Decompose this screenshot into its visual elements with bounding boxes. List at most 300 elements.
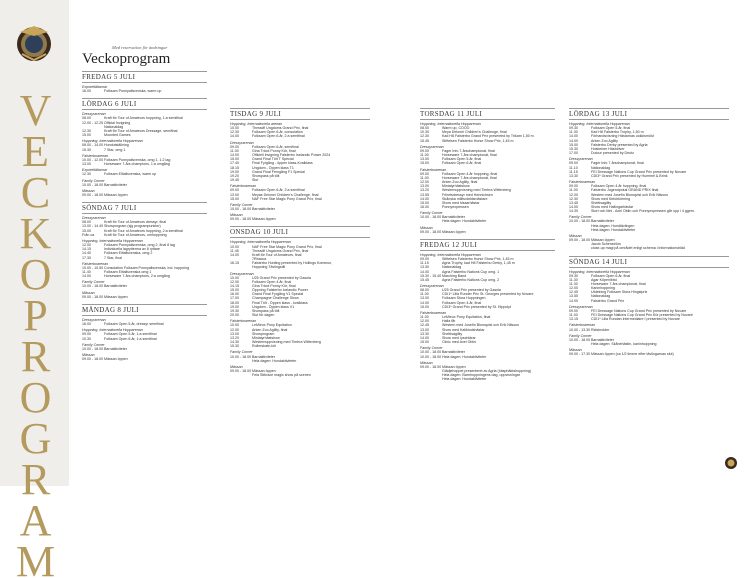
row-event: Westernuppvisning med Timbra Wittenberg [442,188,511,193]
row-time: 12.00 [420,319,429,324]
row-time: 14.00 [569,298,578,303]
row-time: 09.00 - 17.30 [569,352,591,357]
row-event: Falsterbo Hunting presented by Hollings Kommun, [252,261,333,266]
row-event: Folksam Stora Hoppningen [442,296,486,301]
row-event: FEI Dressage Nations Cup Grand Prix Kür presented by Novare [591,313,693,318]
page-subtitle: Med reservation för ändringar [112,45,168,50]
row-time: 19.00 [230,169,239,174]
row-time: 17.00 [569,151,578,156]
row-event: Ungdom - Öppen klass V1 [252,304,295,309]
row-time: 13.00 [420,327,429,332]
row-time: 11.00 [569,313,578,318]
schedule-row [230,207,370,211]
row-event: Folksam Open 6-år, semifinal [252,144,299,149]
row-event: Barnaktiviteter [252,206,275,211]
row-event: Show med förkörkörning [591,196,630,201]
row-time: 15.00 [420,304,429,309]
row-time: 11.15 [569,169,578,174]
row-event: Falsterbo Jugendpokal GRAND PRIX final [591,188,659,193]
row-time: 19.30 [230,308,239,313]
schedule-row [569,151,729,155]
row-time: 09.00 - 18.00 [82,192,104,197]
row-time: 10.00 - 18.00 [569,337,591,342]
schedule-row [82,256,207,260]
row-time: 10.00 - 18.00 [420,350,442,355]
row-event: Final Tölt - Öppen klass - kvalklass [252,300,308,305]
row-event: Hela dagen: Skånehästin, kaninhoppning [591,342,657,347]
row-time: 14.15 [82,247,91,252]
row-time: 09.30 [569,273,578,278]
row-time: 11.30 [569,277,578,282]
row-time: 14.00 [569,138,578,143]
section-label: Hoppning, Internationella Hopparenan [569,122,630,126]
row-event: Showpass på tölt [252,173,280,178]
row-event: Dutour presented by Deutz [591,151,634,156]
row-event: Miniatyrhästshow [442,184,470,189]
row-time: 10.00 - 12.00 [82,157,104,162]
section-label: Mässan [230,364,243,369]
section-label: Dressyrarenan [420,284,444,288]
row-event: FEI Dressage Nations Cup Grand Prix presented by Novare [591,308,687,313]
row-time: 15.00 [230,196,239,201]
row-time: 12.00 [569,192,578,197]
row-time: 15.00 [420,200,429,205]
row-event: FEI Dressage Nations Cup Grand Prix presented by Novare [591,169,687,174]
row-event: Western med Josefin Blomqvist och Erik Nilsson [591,192,669,197]
row-time: 15.00 [82,133,91,138]
row-time: 14.00 [569,134,578,139]
row-event: Kraft för Tour of Amateurs Dressage, semifinal [104,128,178,133]
row-event: Westernuppvisning med Timbra Wittenberg [252,340,321,345]
row-time: 10.00 [230,323,239,328]
row-time: 17.40 [230,161,239,166]
row-event: Mässan öppen [442,229,466,234]
row-time: 14.15 [230,284,239,288]
schedule-row [569,342,729,346]
row-time: 13.00 [420,296,429,301]
row-time: 10.00 [230,126,239,131]
row-event: Kraft för Tour of Amateurs, final [252,252,302,257]
row-event: Folksam Open 4-år hoppning, final [591,184,647,189]
row-event: Kaninhoppning [591,286,615,291]
section-label: Dressyrarenan [82,112,106,117]
section-label: Mässan [230,213,243,218]
row-time [569,246,591,250]
section-label: Dressyrarenan [569,304,593,309]
row-time: 16.00 [82,322,91,327]
row-time: 18.00 [230,300,239,305]
row-event: Rollerskate-kör [252,344,277,349]
row-event: Showpass på tölt [252,308,280,313]
section-label: Mässan [420,360,433,365]
section-label: Expoteltältarnar [82,85,108,89]
row-event: Show med Hallingarhästar [591,204,634,209]
row-time: 10.00 [230,275,239,280]
section-label: Family Corner [230,202,253,207]
row-event: Folksam Ponnyallsvenska, warm up [104,89,162,94]
row-event: 7 Star, omg 1 [104,147,126,152]
row-event: Horseware 7-års champions, 1:a omgång [104,162,170,167]
day-heading: ONSDAG 10 JULI [230,226,370,238]
section-label: Falsterboarenan [230,319,257,324]
row-event: Hoppning Tävlingstill [252,265,286,270]
row-event: Show med Kallblodshästar [442,327,485,332]
row-time: 12.30 [82,128,91,133]
section-label: Falsterboarenan [82,261,109,266]
row-event: 7 Star, final [104,255,122,260]
schedule-row [82,322,207,326]
row-time: 12.45 [569,290,578,295]
row-event: Stort och litet - Axel Oblin och Ponnyexpressen går upp i 4 ggern. [591,209,696,214]
day-heading: LÖRDAG 6 JULI [82,98,207,110]
section-label: Family Corner [569,215,592,220]
row-time: 13.20 [420,188,429,193]
section-label: Family Corner [82,342,105,347]
row-time: 15.00 [82,228,91,233]
row-time: 09.00 [420,148,429,153]
row-event: Show med Iyschtärar [442,335,476,340]
schedule-row [82,193,207,197]
row-event: Nationaldag [104,124,124,129]
row-time: 14.30 [569,209,578,214]
row-time: 12.30 [420,134,429,139]
row-event: CDI1* Lilla Runder Prix St. Georges presented by Novare [442,292,534,297]
row-time: 15.30 [82,147,91,152]
section-label: Family Corner [82,178,105,183]
row-time: 12.00 [420,180,429,185]
row-event: CDI1* Lilla Rundan Intermediaire I presented by Novare [591,317,680,322]
schedule-column-2 [230,103,370,377]
row-time: 14.40 [82,251,91,256]
row-time [230,265,252,269]
row-event: Skånska militsvärldsmästare [442,196,488,201]
schedule-column-1 [82,66,207,361]
row-time: 15.30 [230,344,239,349]
section-label: Mässan [569,233,582,238]
row-time: 09.00 - 18.00 [420,364,442,369]
row-event: Consolation Folksam Ponnyallsvenska, ind. hoppning [104,265,190,270]
section-label: Hoppning, Internationella Hopparenan [82,139,143,144]
row-event: Slut [252,178,259,183]
day-heading: FREDAG 5 JULI [82,71,207,83]
row-event: Stiftelsen Falsterbo Horse Show Prix, 1,45 m [442,138,514,143]
row-event: Kraft för Tour of Amateurs dressyr, final [104,220,167,225]
row-event: Final Fyrgång - öppen klass-Kvalklass [252,161,313,166]
row-event: U25 Grand Prix presented by Gasola [252,275,311,280]
row-event: Folksam Elitallsvenska, warm up [104,172,157,177]
day-heading: MÅNDAG 8 JULI [82,304,207,316]
crest-badge-icon [724,456,738,470]
crest-icon [14,24,54,64]
schedule-row [569,352,729,356]
schedule-row [569,299,729,303]
row-time: 09.00 [82,332,91,337]
row-time: 10.00 - 18.00 [82,182,104,187]
row-event: Nationaldag [591,165,611,170]
row-event: Shettisagility [591,200,612,205]
row-time: 09.00 [569,184,578,189]
schedule-row [230,178,370,182]
row-event: Utdelning Folksam Stora Hingstprix [591,290,648,295]
row-time: 14.00 [420,300,429,305]
row-event: Folksam Open 6-år, final [591,273,631,278]
section-label: Expoteltältarnar [82,168,108,173]
row-time: 10.00 - 18.00 [82,346,104,351]
row-time: 10.00 - 18.00 [230,354,252,359]
day-heading: SÖNDAG 14 JULI [569,256,729,268]
row-event: Officiell invigning Falsterbo Icelandic Power 2024 [252,153,331,158]
row-event: Folksam Open 5-år, final [591,126,631,131]
row-event: Folksam Ponnyallsvenska, omg 2, final 8 lag [104,243,175,248]
row-event: Shettisagility [442,331,463,336]
row-time: 09.00 - 18.00 [569,238,591,243]
row-event: Folksam Open 5-år, 1:a semifinal [104,332,157,337]
row-event: Grand Final Femgång F1 Special [252,169,305,174]
row-event: Agria Falsterbo Nations Cup omg. 1 [442,269,500,274]
section-label: Hoppning, Internationella Hopparenan [82,238,143,243]
row-event: Mässan öppen [104,192,128,197]
row-time: 11.40 [82,270,91,274]
row-event: Folksam Open 4-år hoppning, final [442,171,498,176]
row-event: Mässan öppen [252,368,276,373]
row-event: Meyas Delonei Children's Challenge, final [252,192,319,197]
row-time: 10.00 - 18.00 [420,354,442,359]
day-heading: FREDAG 12 JULI [420,239,555,251]
row-time: 09.00 [230,144,239,149]
row-time: 19.00 [230,304,239,309]
row-event: Barnaktiviteter [591,337,614,342]
section-label: Mässan [82,353,95,358]
row-time: 11.00 [420,153,429,158]
row-time: 13.00 [82,162,91,167]
section-label: Dressyrarenan [230,271,254,276]
sidebar [0,0,69,578]
row-time: 11.00 [569,188,578,193]
row-event: Halla får [442,319,456,324]
schedule-row [82,337,207,341]
section-label: Family Corner [82,280,105,285]
row-time: 12.30 [82,172,91,177]
section-label: Hoppning, Internationella arenan [230,122,283,126]
row-event: Slut för dagen [252,313,275,318]
row-event: NAF Free Star Magic Pony Grand Prix, final [252,244,322,249]
row-event: Horseware 7-års championat, final [442,175,497,180]
row-time: 13.00 [230,331,239,336]
row-event: U25 Grand Prix presented by Gasola [442,288,501,293]
row-event: CDI3* Grand Prix presented by St. Hippolyt [442,304,511,309]
row-event: Hela dagen: Hundaktiviteter [591,227,636,232]
schedule-row [569,328,729,332]
row-time: 17.00 [230,296,239,301]
day-heading: SÖNDAG 7 JULI [82,202,207,214]
row-event: Gina Tricot Ponny Kür, final [252,148,296,153]
row-time: 12.00 [82,243,91,248]
row-time: 14.00 [230,252,239,257]
day-heading: TORSDAG 11 JULI [420,108,555,120]
row-time: 10.00 - 10.50 [82,265,104,270]
schedule-row [420,205,555,209]
section-label: Dressyrarenan [82,317,106,322]
schedule-row [82,148,207,152]
row-event: Kraft för Tour of Amateurs hoppning, 2:a semifinal [104,228,183,233]
row-time: 11.00 [420,292,429,297]
row-time: 14.00 [82,274,91,279]
row-time [420,219,442,223]
section-label: Falsterboarenan [82,153,109,158]
row-event: Hela dagen: Hundaktiviteter [442,219,487,224]
row-time: 12.30 [230,130,239,135]
row-event: Nationaldag [591,294,611,299]
row-event: Barnaktiviteter [591,219,614,224]
row-event: Warm up, COOO [442,126,470,131]
row-event: Agria Falsterbo Nations Cup omg. 2 [442,277,500,282]
row-event: Holsteiner Hästdriver [591,146,625,151]
row-event: Agria Trophy, kad H8 Falsterbo Derby, 1,45 m [442,261,515,266]
row-event: Kraft för Tour of Amateurs, omhoppning [104,232,167,237]
row-time: 09.00 - 18.00 [420,229,442,234]
row-event: Western med Josefin Blomqvist och Erik Nilsson [442,323,520,328]
row-time: 11.30 [569,282,578,286]
section-label: Dressyrarenan [230,140,254,145]
row-time: 12.00 [569,286,578,291]
row-event: Agar Köpenibitd [591,277,617,282]
row-time: 19.20 [230,173,239,178]
row-time: 14.00 [230,153,239,158]
row-event: Official Invigning [104,120,131,125]
schedule-column-4 [569,103,729,357]
row-time: 16.00 [230,292,239,297]
row-time: 11.15 [420,261,429,266]
schedule-row [569,246,729,250]
section-label: Mässan [82,188,95,193]
section-label: Hoppning, Internationella Hopparenan [569,269,630,274]
row-event: Öppning Falsterbo Icelandic Power [252,288,308,293]
row-time: 08.00 - 14.00 [82,143,104,148]
row-time: 08.00 [82,116,91,121]
section-label: Falsterboarenan [569,180,596,185]
row-event: CDI3* Grand Prix presented by Hummel & Brink [591,173,668,178]
row-time: 12.00 - 12.25 [82,120,104,125]
row-time: 10.30 [82,336,91,341]
row-time: 09.00 [569,161,578,166]
row-event: Glädjehoppet presenteret av Agria (häsphäktshoppning) [442,368,532,373]
row-event: Mässan öppen [591,238,615,243]
row-event: Grand Final Tölt T Special [252,157,294,162]
row-event: Falsterbo Grand Prix [591,298,625,303]
row-time: 10.00 - 18.00 [420,215,442,220]
schedule-row [230,217,370,221]
row-event: Förhandsvisning Hästarnas uokkismöld [591,134,654,139]
vertical-title: VECKOPROGRAM [11,86,60,578]
row-time: 15.30 [569,146,578,151]
section-label: Family Corner [420,211,443,216]
row-time: 11.00 [230,148,239,153]
row-time: 14.00 [569,204,578,209]
section-label: Dressyrarenan [82,216,106,221]
row-event: Hela dagen: Hundaktiviteter [442,377,487,382]
row-event: Arken Zoo Agility, final [252,327,288,332]
schedule-row [420,278,555,282]
row-event: Folksam Elitallsvenska omg 1 [104,270,152,274]
row-event: Jacob Schenström [591,242,621,247]
row-event: Barnaktiviteter [104,182,127,187]
schedule-row [420,340,555,344]
row-time [230,359,252,363]
row-time: 08.00 [420,126,429,131]
row-time: 12.00 [230,279,239,284]
row-time: 16.00 [420,204,429,209]
row-event: Gina Tricot Ponny Kür, final [252,284,296,288]
row-time: Från ca. [82,232,96,237]
row-time: 13.55 [569,294,578,299]
row-time: 13.00 [230,192,239,197]
row-time: 13.55 [420,192,429,197]
row-event: Mässan öppen [442,364,466,369]
row-time: 13.45 [569,200,578,205]
schedule-row [420,305,555,309]
row-event: Falsterbo Derby presented by Agria [591,142,648,147]
row-time: 12.30 [569,196,578,201]
schedule-row [82,357,207,361]
section-label: Dressyrarenan [420,144,444,149]
row-time: 09.00 - 18.00 [230,368,252,373]
row-time: 15.00 [420,161,429,166]
row-event: Folksam Open 4-år, final [442,300,482,305]
row-time: 11.00 [420,175,429,180]
row-time: 08.00 [420,288,429,293]
schedule-row [82,89,207,93]
schedule-row [230,313,370,317]
schedule-row [230,197,370,201]
row-event: Mounted Games [104,133,131,138]
row-time: 13.00 [420,157,429,162]
row-time: 09.00 [420,171,429,176]
row-time: 15.45 [420,138,429,143]
row-event: Hela dagen: Barnhoppningens dag, uppvisningar [442,373,520,378]
row-event: close-up magi på området enligt schema i informationsbläd [591,246,685,251]
row-event: Kad H8 Falsterbo Grand Prix presented by Trikam 1,50 m [442,134,534,139]
row-time: 09.00 - 18.00 [82,357,104,362]
row-event: Threadfi Ungdoms Grand Prix, final [252,248,309,253]
row-time: 12.45 [420,323,429,328]
row-time [230,373,252,377]
row-time: 08.00 [82,220,91,225]
row-event: NAF Free Star Magic Pony Grand Prix, final [252,196,322,201]
row-time: 15.45 [420,277,429,282]
row-time: 10.00 - 18.00 [230,206,252,211]
row-event: Kad H8 Falsterbo Trophy, 1,50 m [591,130,644,135]
row-event: Mässan öppen (ca 1/2 timme efter tävlingarnas slut) [591,352,674,357]
row-time: 15.00 [230,157,239,162]
schedule-row [420,377,555,381]
row-event: Folksam Open 6-år, 1:a semifinal [104,336,157,341]
schedule-row [82,233,207,237]
row-event: Individuella lagrytterma av 8 ryttare [104,247,160,252]
schedule-row [82,274,207,278]
row-time: 15.00 [420,340,429,345]
schedule-row [420,355,555,359]
section-label: Hoppning, Internationella Hopparenan [230,240,291,245]
schedule-row [420,161,555,165]
row-event: Arken Zoo Agility, final [442,180,478,185]
row-time: 11.00 [420,315,429,320]
row-event: Ungdom - Öppen klass T1 [252,165,294,170]
row-event: Nationaldag [442,265,462,270]
row-time: 15.00 [569,142,578,147]
row-time: 09.00 [569,308,578,313]
page-title: Veckoprogram [82,51,171,67]
row-event: Horseware 7-års championat, final [591,282,646,286]
